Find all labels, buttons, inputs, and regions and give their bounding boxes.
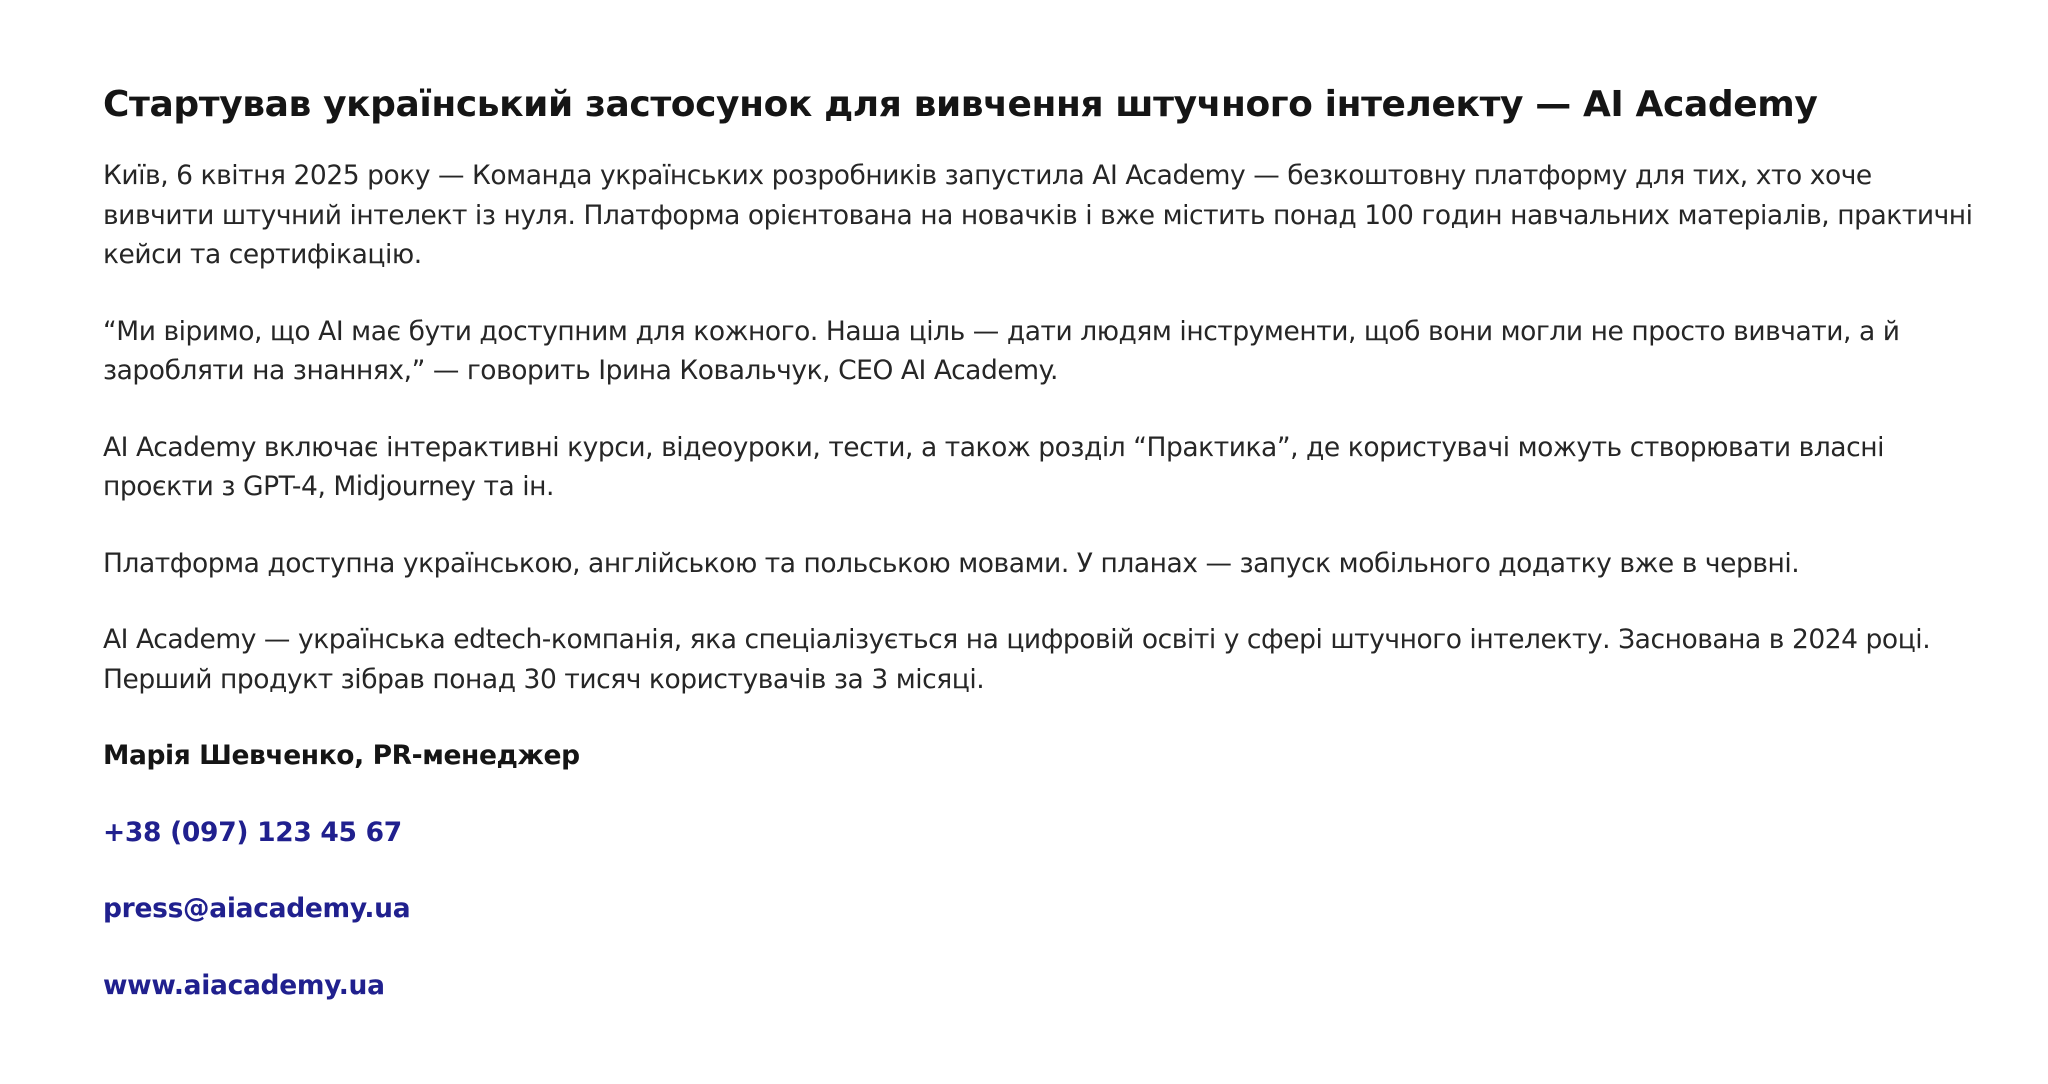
phone-link[interactable]: +38 (097) 123 45 67	[103, 816, 402, 848]
page-title: Стартував український застосунок для вивчення штучного інтелекту — AI Academy	[103, 84, 1818, 125]
paragraph-intro: Київ, 6 квітня 2025 року — Команда українських розробників запустила AI Academy — безкоштовну платформу для тих, хто хоче вивчити штучний інтелект із нуля. Платформа орієнтована на новачків і вже містить понад 100 годин навчальних матеріалів, практичні кейси та сертифікацію.	[103, 160, 1973, 270]
press-release	[103, 78, 1983, 1042]
website-link[interactable]: www.aiacademy.ua	[103, 969, 385, 1001]
paragraph-about-company: AI Academy — українська edtech-компанія, яка спеціалізується на цифровій освіті у сфері штучного інтелекту. Заснована в 2024 році. Перший продукт зібрав понад 30 тисяч користувачів за 3 місяці.	[103, 624, 1931, 695]
paragraph-features: AI Academy включає інтерактивні курси, відеоуроки, тести, а також розділ “Практика”, де користувачі можуть створювати власні проєкти з GPT-4, Midjourney та ін.	[103, 431, 1885, 502]
contact-name: Марія Шевченко, PR-менеджер	[103, 740, 580, 771]
paragraph-languages: Платформа доступна українською, англійською та польською мовами. У планах — запуск мобільного додатку вже в червні.	[103, 547, 1800, 579]
email-link[interactable]: press@aiacademy.ua	[103, 893, 411, 924]
paragraph-quote: “Ми віримо, що AI має бути доступним для кожного. Наша ціль — дати людям інструменти, щоб вони могли не просто вивчати, а й заробляти на знаннях,” — говорить Ірина Ковальчук, CEO AI Academy.	[103, 315, 1900, 386]
